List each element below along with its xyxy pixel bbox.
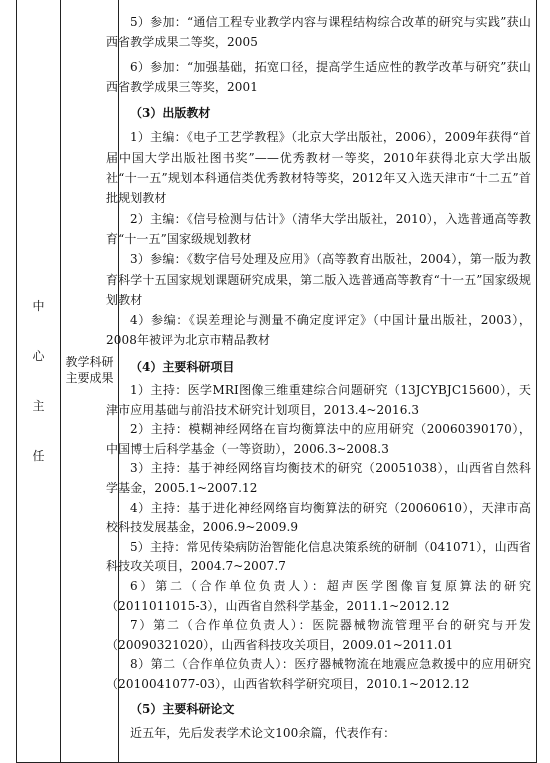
award-item-6: 6）参加：“加强基础，拓宽口径，提高学生适应性的教学改革与研究”获山西省教学成果三等奖，2001 bbox=[106, 59, 531, 94]
project-item-2: 2）主持：模糊神经网络在盲均衡算法中的应用研究（20060390170），中国博士后科学基金（一等资助），2006.3~2008.3 bbox=[106, 422, 531, 456]
award-item-5: 5）参加：“通信工程专业教学内容与课程结构综合改革的研究与实践”获山西省教学成果二等奖，2005 bbox=[106, 15, 531, 50]
row-label-char: 主 bbox=[32, 399, 45, 413]
textbook-item-1: 1）主编：《电子工艺学教程》（北京大学出版社，2006），2009年获得“首届中国大学出版社图书奖”——优秀教材一等奖，2010年获得北京大学出版社“十一五”规划本科通信类优秀教材特等奖，2012年又入选天津市“十二五”首批规划教材 bbox=[106, 130, 531, 206]
row-label-char: 任 bbox=[32, 449, 45, 463]
project-item-7: 7）第二（合作单位负责人）：医院器械物流管理平台的研究与开发（20090321020），山西省科技攻关项目，2009.01~2011.01 bbox=[106, 618, 531, 652]
section-heading-textbooks: （3）出版教材 bbox=[130, 106, 211, 121]
project-item-6: 6）第二（合作单位负责人）：超声医学图像盲复原算法的研究（2011011015-3），山西省自然科学基金，2011.1~2012.12 bbox=[106, 578, 531, 613]
project-item-8: 8）第二（合作单位负责人）：医疗器械物流在地震应急救援中的应用研究（2010041077-03），山西省软科学研究项目，2010.1~2012.12 bbox=[106, 657, 531, 691]
section-heading-papers: （5）主要科研论文 bbox=[130, 701, 235, 716]
row-label-char: 心 bbox=[32, 349, 45, 363]
section-heading-projects: （4）主要科研项目 bbox=[130, 359, 235, 374]
row-label-char: 中 bbox=[32, 299, 45, 313]
row-label-center-director bbox=[17, 296, 60, 496]
project-item-5: 5）主持：常见传染病防治智能化信息决策系统的研制（041071），山西省科技攻关项目，2004.7~2007.7 bbox=[106, 539, 531, 574]
category-label: 教学科研主要成果 bbox=[65, 355, 114, 385]
textbook-item-4: 4）参编：《误差理论与测量不确定度评定》（中国计量出版社，2003），2008年被评为北京市精品教材 bbox=[106, 313, 531, 348]
project-item-4: 4）主持：基于进化神经网络盲均衡算法的研究（20060610），天津市高校科技发展基金，2006.9~2009.9 bbox=[106, 500, 531, 535]
achievements-content bbox=[106, 12, 531, 743]
textbook-item-2: 2）主编：《信号检测与估计》（清华大学出版社，2010），入选普通高等教育“十一五”国家级规划教材 bbox=[106, 211, 531, 246]
project-item-3: 3）主持：基于神经网络盲均衡技术的研究（20051038），山西省自然科学基金，2005.1~2007.12 bbox=[106, 461, 531, 496]
textbook-item-3: 3）参编：《数字信号处理及应用》（高等教育出版社，2004），第一版为教育科学十五国家规划课题研究成果，第二版入选普通高等教育“十一五”国家级规划教材 bbox=[106, 252, 531, 307]
project-item-1: 1）主持：医学MRI图像三维重建综合问题研究（13JCYBJC15600），天津市应用基础与前沿技术研究计划项目，2013.4~2016.3 bbox=[106, 383, 531, 417]
papers-intro: 近五年，先后发表学术论文100余篇，代表作有： bbox=[130, 725, 396, 740]
